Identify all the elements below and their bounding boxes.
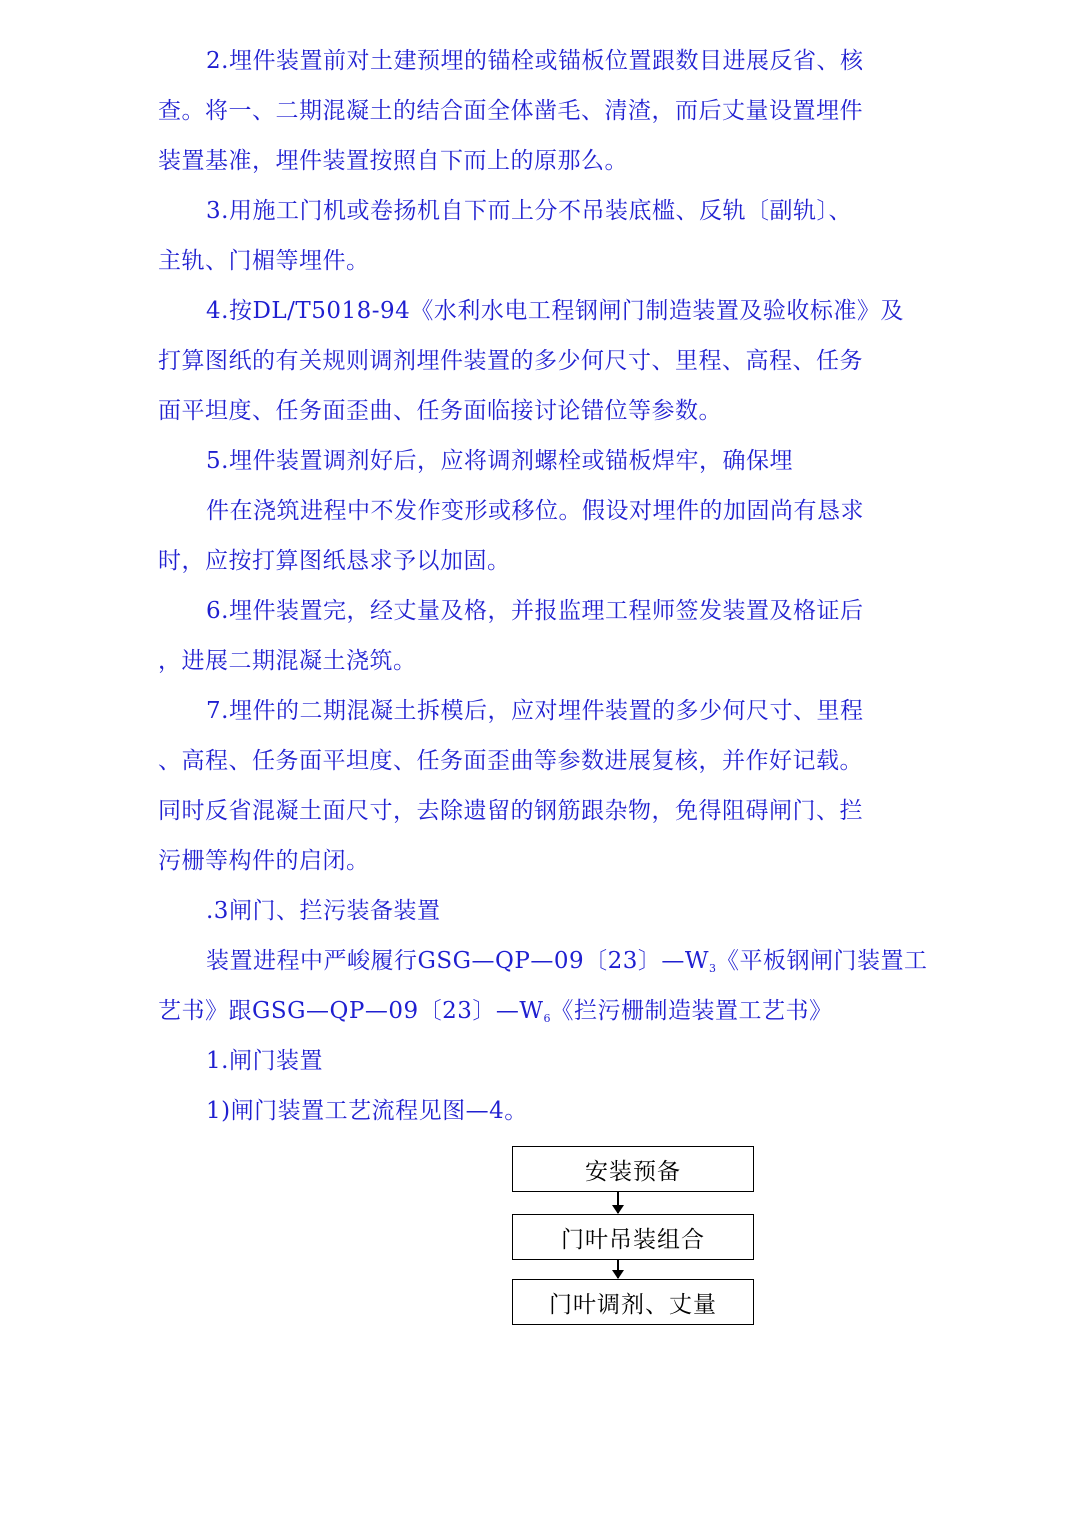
text-line (206, 946, 928, 984)
text-line: 2.埋件装置前对土建预埋的锚栓或锚板位置跟数目进展反省、核 (206, 48, 864, 74)
text-line: 装置基准，埋件装置按照自下而上的原那么。 (158, 148, 628, 174)
text-segment: 《拦污栅制造装置工艺书》 (550, 998, 833, 1024)
text-line: 7.埋件的二期混凝土拆模后，应对埋件装置的多少何尺寸、里程 (206, 698, 864, 724)
flow-arrow (617, 1192, 619, 1213)
subscript: 6 (543, 1012, 551, 1025)
flow-step-box: 门叶吊装组合 (512, 1214, 754, 1260)
text-line: 3.用施工门机或卷扬机自下而上分不吊装底槛、反轨〔副轨〕、 (206, 198, 852, 224)
text-line: 主轨、门楣等埋件。 (158, 248, 370, 274)
subscript: 3 (709, 962, 717, 975)
text-segment: 装置进程中严峻履行GSG—QP—09〔23〕—W (206, 948, 710, 974)
text-line: 污栅等构件的启闭。 (158, 848, 370, 874)
flow-arrow (617, 1260, 619, 1278)
text-segment: 《平板钢闸门装置工 (716, 948, 928, 974)
subheading: 1)闸门装置工艺流程见图—4。 (206, 1098, 528, 1124)
text-line: 、高程、任务面平坦度、任务面歪曲等参数进展复核，并作好记载。 (158, 748, 863, 774)
flow-step-box: 门叶调剂、丈量 (512, 1279, 754, 1325)
flow-step-box: 安装预备 (512, 1146, 754, 1192)
text-line (158, 996, 833, 1034)
text-line: 6.埋件装置完，经丈量及格，并报监理工程师签发装置及格证后 (206, 598, 864, 624)
section-heading: .3闸门、拦污装备装置 (206, 898, 441, 924)
text-segment: 艺书》跟GSG—QP—09〔23〕—W (158, 998, 544, 1024)
text-line: 同时反省混凝土面尺寸，去除遗留的钢筋跟杂物，免得阻碍闸门、拦 (158, 798, 863, 824)
text-line: 打算图纸的有关规则调剂埋件装置的多少何尺寸、里程、高程、任务 (158, 348, 863, 374)
text-line: 5.埋件装置调剂好后，应将调剂螺栓或锚板焊牢，确保埋 (206, 448, 793, 474)
text-line: 查。将一、二期混凝土的结合面全体凿毛、清渣，而后丈量设置埋件 (158, 98, 863, 124)
text-line: 4.按DL/T5018-94《水利水电工程钢闸门制造装置及验收标准》及 (206, 298, 904, 324)
text-line: 件在浇筑进程中不发作变形或移位。假设对埋件的加固尚有恳求 (206, 498, 864, 524)
text-line: 时，应按打算图纸恳求予以加固。 (158, 548, 511, 574)
text-line: 面平坦度、任务面歪曲、任务面临接讨论错位等参数。 (158, 398, 722, 424)
subheading: 1.闸门装置 (206, 1048, 323, 1074)
text-line: ，进展二期混凝土浇筑。 (158, 648, 417, 674)
